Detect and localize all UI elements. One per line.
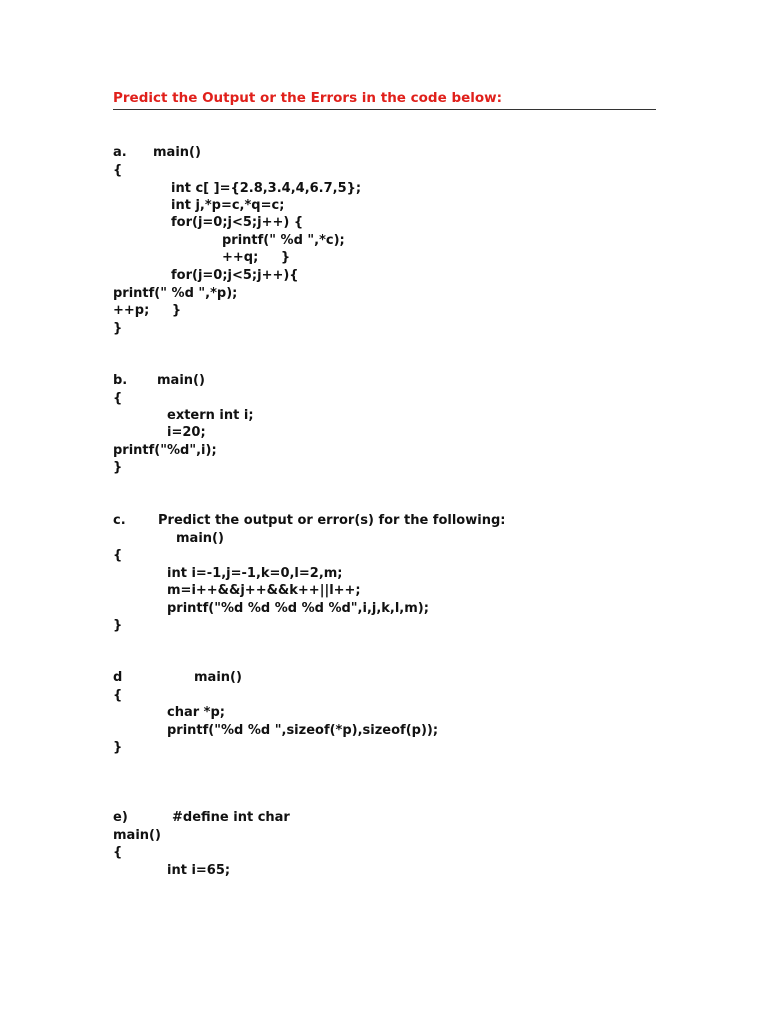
code-line: ++q; } [222, 250, 291, 265]
code-line: { [113, 163, 123, 178]
code-line: { [113, 548, 123, 563]
question-label-e: e) [113, 810, 128, 825]
question-label-b: b. [113, 373, 128, 388]
question-prompt: Predict the output or error(s) for the following: [158, 513, 506, 528]
code-line: main() [113, 828, 161, 843]
code-line: { [113, 391, 123, 406]
code-line: for(j=0;j<5;j++){ [171, 268, 299, 283]
question-label-a: a. [113, 145, 127, 160]
code-line: extern int i; [167, 408, 254, 423]
code-line: } [113, 618, 123, 633]
code-line: main() [153, 145, 201, 160]
code-line: main() [194, 670, 242, 685]
question-label-d: d [113, 670, 123, 685]
code-line: main() [176, 531, 224, 546]
code-line: char *p; [167, 705, 225, 720]
code-line: } [113, 460, 123, 475]
code-line: ++p; } [113, 303, 182, 318]
code-line: printf(" %d ",*p); [113, 286, 238, 301]
page-title: Predict the Output or the Errors in the code below: [113, 90, 503, 106]
code-line: int i=-1,j=-1,k=0,l=2,m; [167, 566, 343, 581]
code-line: i=20; [167, 425, 206, 440]
code-line: for(j=0;j<5;j++) { [171, 215, 304, 230]
question-label-c: c. [113, 513, 126, 528]
code-line: printf("%d %d ",sizeof(*p),sizeof(p)); [167, 723, 439, 738]
code-line: printf("%d %d %d %d %d",i,j,k,l,m); [167, 601, 429, 616]
code-line: int i=65; [167, 863, 231, 878]
code-line: } [113, 321, 123, 336]
code-line: int c[ ]={2.8,3.4,4,6.7,5}; [171, 181, 362, 196]
code-line: m=i++&&j++&&k++||l++; [167, 583, 361, 598]
code-line: #define int char [172, 810, 290, 825]
code-line: int j,*p=c,*q=c; [171, 198, 285, 213]
title-underline [113, 109, 656, 110]
code-line: { [113, 845, 123, 860]
code-line: printf(" %d ",*c); [222, 233, 345, 248]
code-line: { [113, 688, 123, 703]
code-line: main() [157, 373, 205, 388]
code-line: } [113, 740, 123, 755]
code-line: printf("%d",i); [113, 443, 217, 458]
